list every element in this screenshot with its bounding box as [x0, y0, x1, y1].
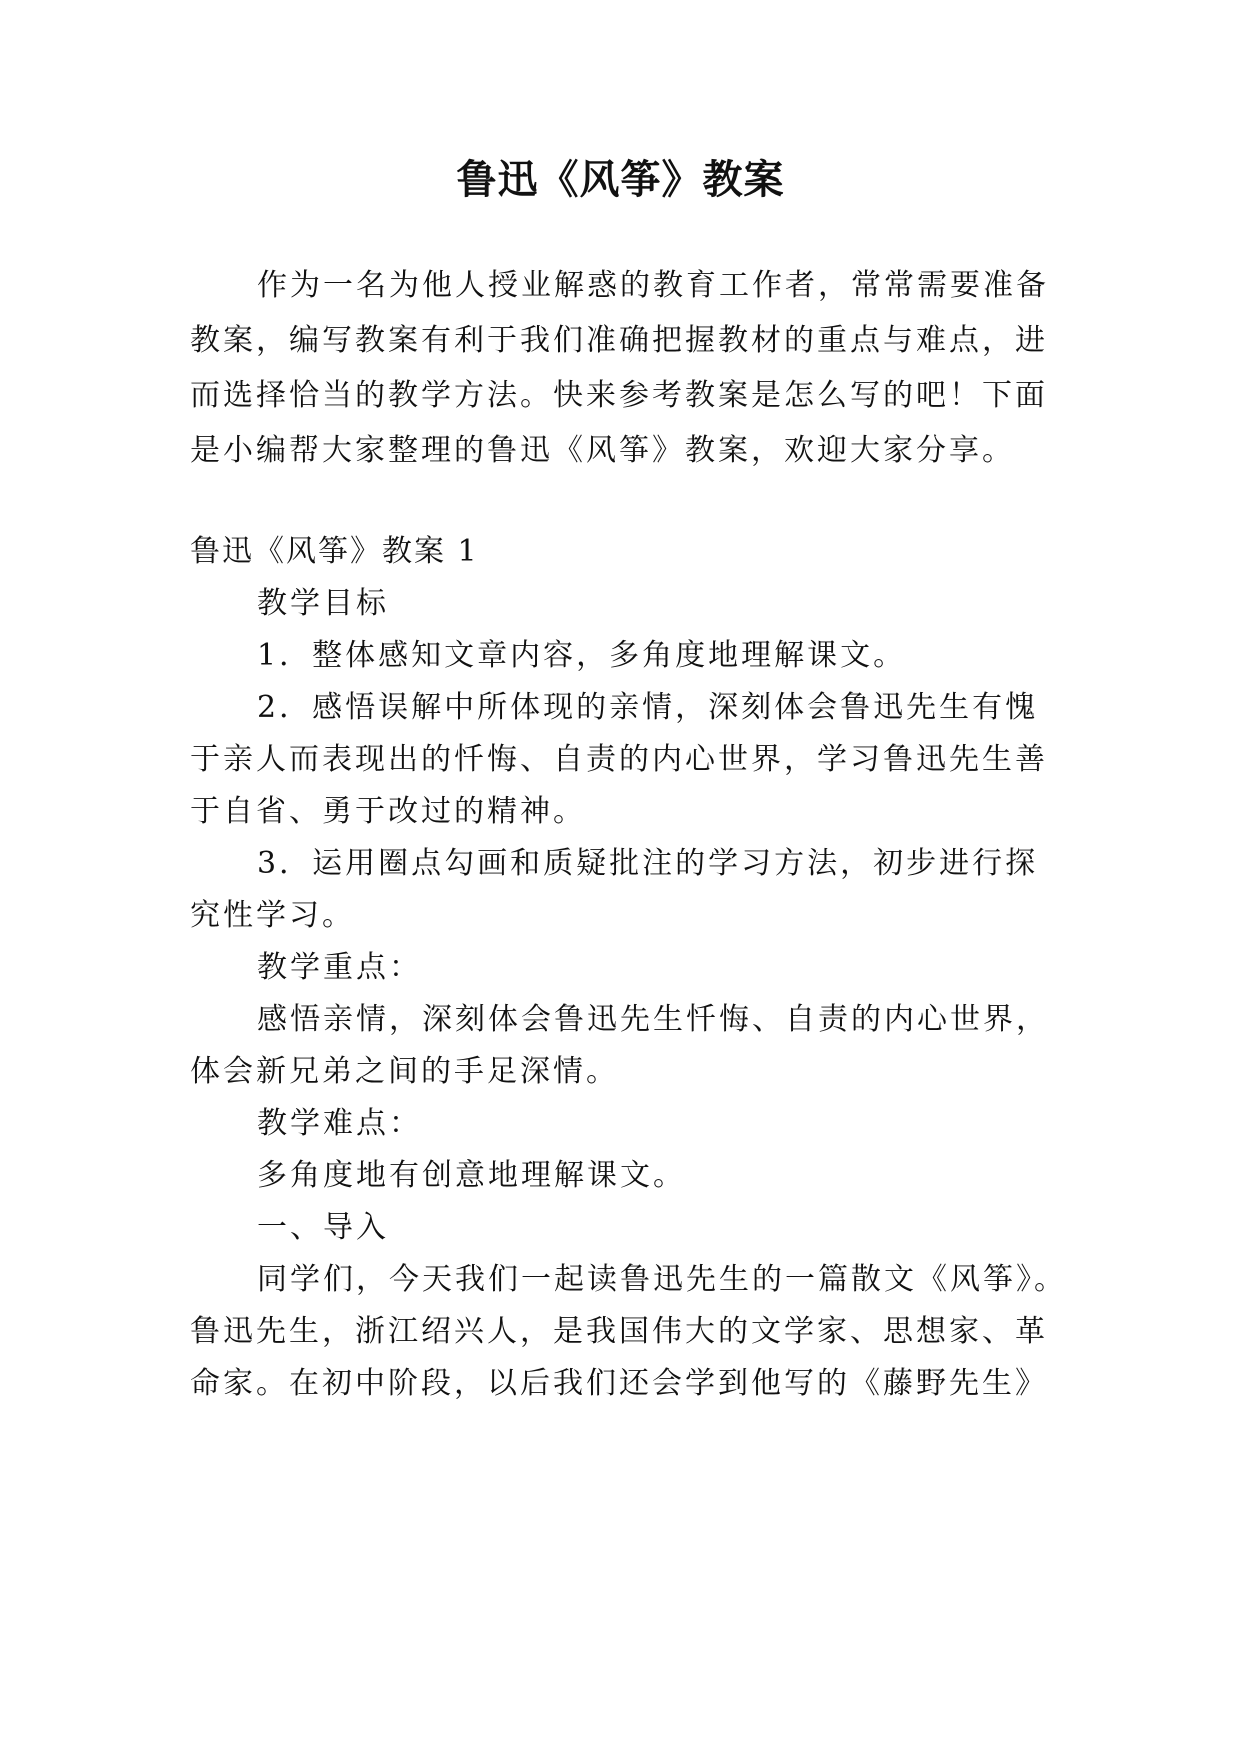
- body-line: 教学重点：: [257, 950, 422, 985]
- body-line: 鲁迅先生，浙江绍兴人，是我国伟大的文学家、思想家、革: [190, 1314, 1048, 1349]
- intro-line: 是小编帮大家整理的鲁迅《风筝》教案，欢迎大家分享。: [190, 433, 1015, 468]
- intro-line: 而选择恰当的教学方法。快来参考教案是怎么写的吧！下面: [190, 378, 1048, 413]
- body-line: 感悟亲情，深刻体会鲁迅先生忏悔、自责的内心世界，: [257, 1002, 1049, 1037]
- body-line: 多角度地有创意地理解课文。: [257, 1158, 686, 1193]
- body-line: 教学难点：: [257, 1106, 422, 1141]
- body-line: 3．运用圈点勾画和质疑批注的学习方法，初步进行探: [257, 846, 1039, 881]
- body-line: 于自省、勇于改过的精神。: [190, 794, 586, 829]
- body-line: 一、导入: [257, 1210, 389, 1245]
- body-line: 2．感悟误解中所体现的亲情，深刻体会鲁迅先生有愧: [257, 690, 1039, 725]
- body-line: 教学目标: [257, 586, 389, 621]
- body-line: 命家。在初中阶段，以后我们还会学到他写的《藤野先生》: [190, 1366, 1048, 1401]
- document-title: 鲁迅《风筝》教案: [456, 157, 785, 203]
- body-line: 于亲人而表现出的忏悔、自责的内心世界，学习鲁迅先生善: [190, 742, 1048, 777]
- body-line: 究性学习。: [190, 898, 355, 933]
- body-line: 同学们，今天我们一起读鲁迅先生的一篇散文《风筝》。: [257, 1262, 1067, 1297]
- intro-line: 作为一名为他人授业解惑的教育工作者，常常需要准备: [257, 268, 1049, 303]
- body-line: 1．整体感知文章内容，多角度地理解课文。: [257, 638, 907, 673]
- section-heading: 鲁迅《风筝》教案 1: [190, 534, 479, 569]
- intro-line: 教案，编写教案有利于我们准确把握教材的重点与难点，进: [190, 323, 1048, 358]
- body-line: 体会新兄弟之间的手足深情。: [190, 1054, 619, 1089]
